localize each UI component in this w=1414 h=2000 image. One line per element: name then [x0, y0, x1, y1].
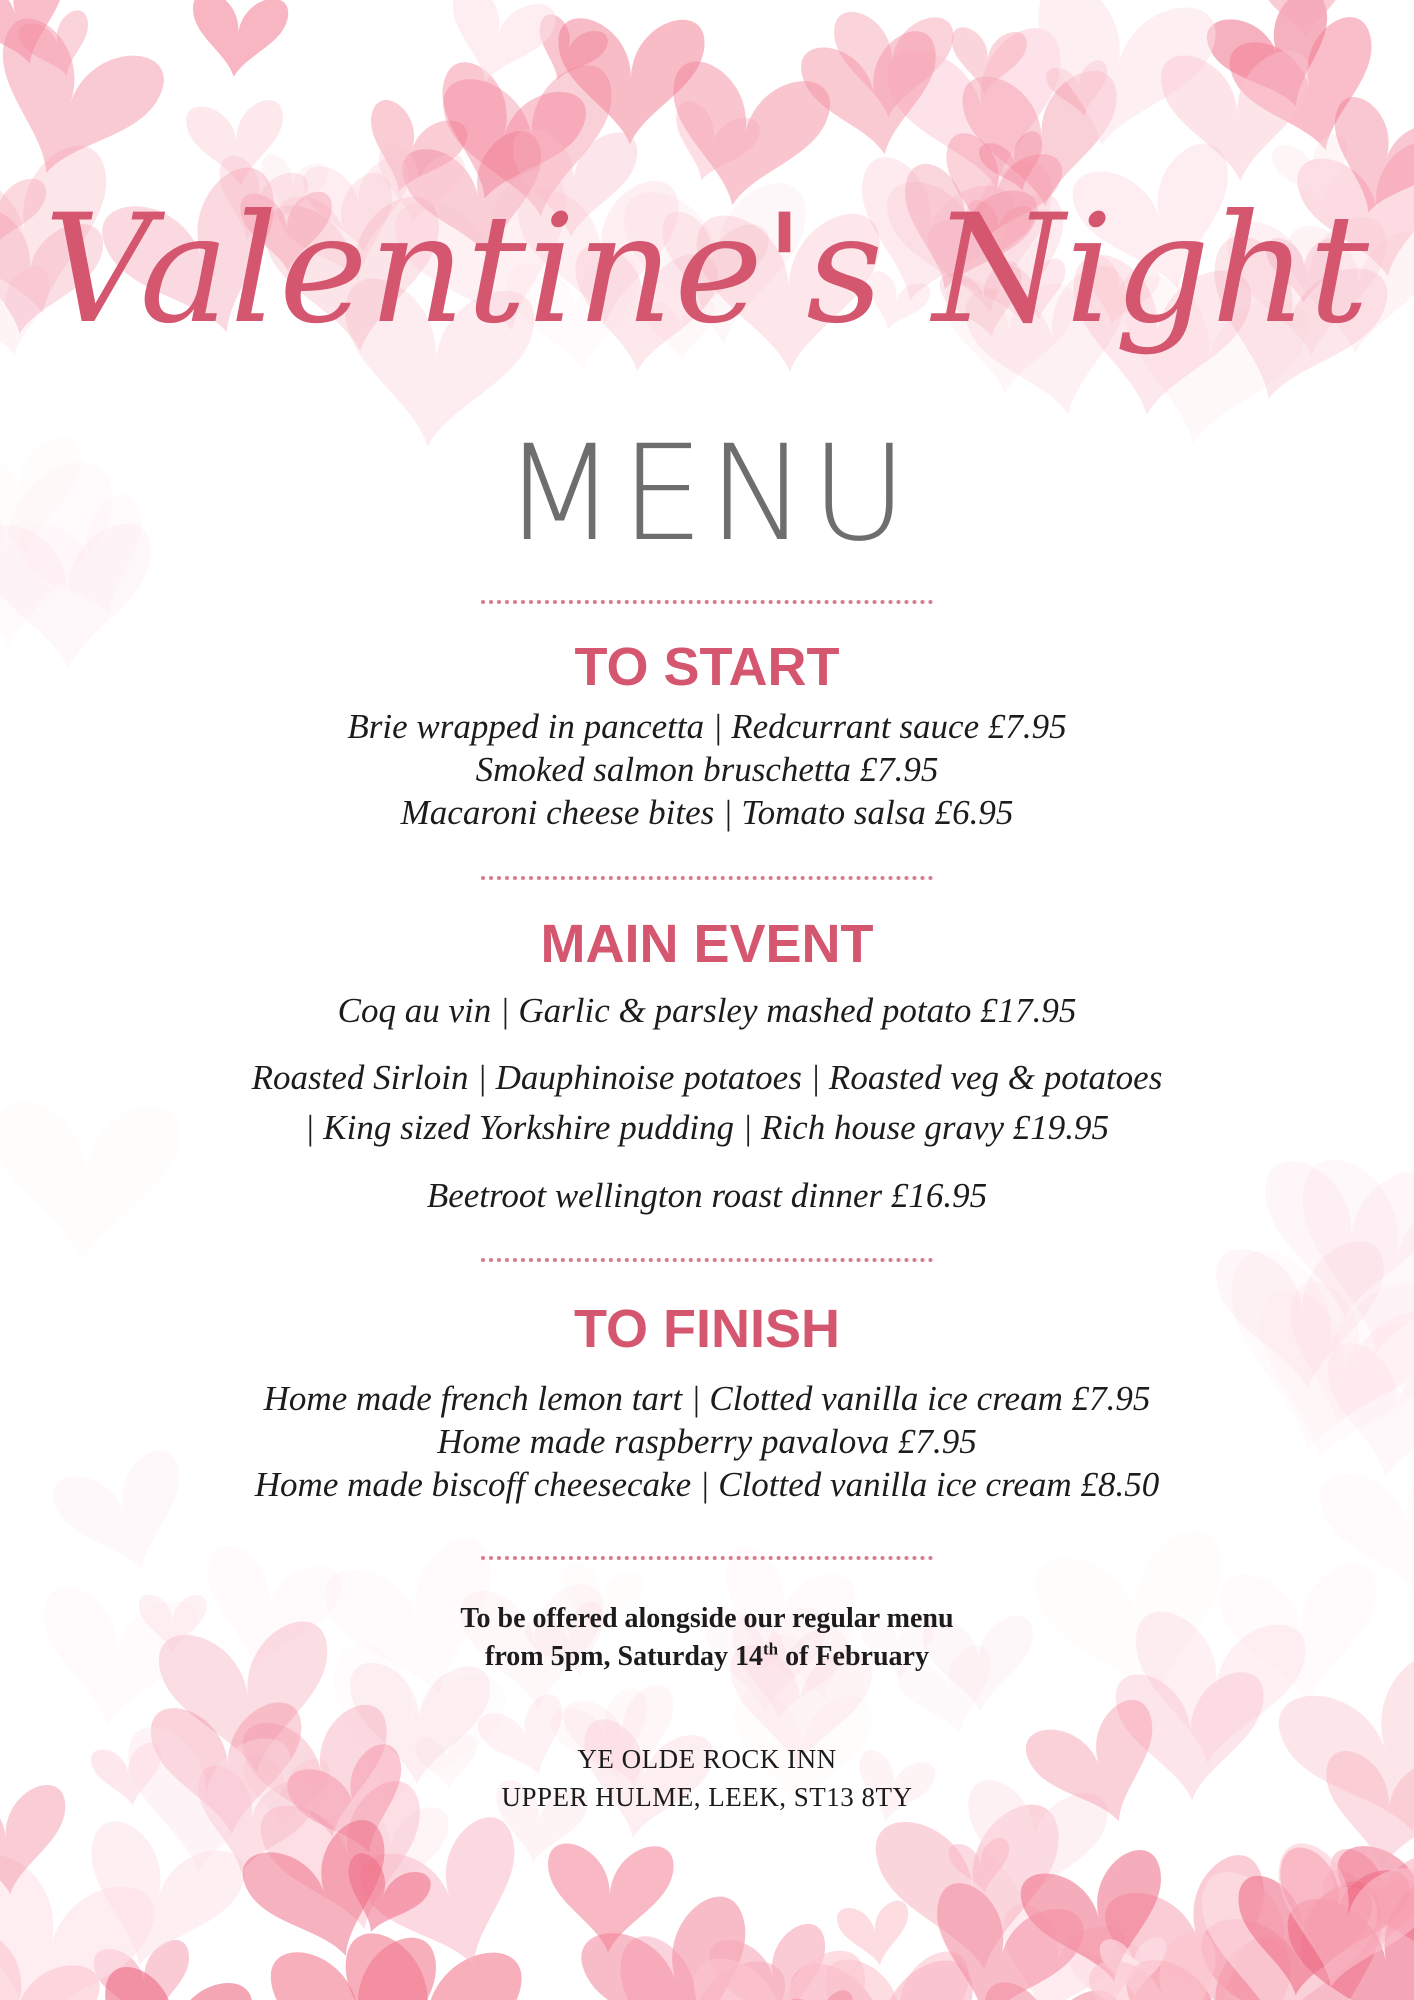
- title-script: Valentine's Night: [44, 183, 1370, 357]
- menu-item: Smoked salmon bruschetta £7.95: [475, 750, 939, 789]
- availability-note-line-1: To be offered alongside our regular menu: [460, 1603, 954, 1634]
- venue-name: YE OLDE ROCK INN: [577, 1744, 837, 1774]
- menu-item: Home made raspberry pavalova £7.95: [437, 1422, 977, 1461]
- menu-item: Roasted Sirloin | Dauphinoise potatoes | Roasted veg & potatoes: [251, 1058, 1163, 1097]
- availability-note-line-2: [0, 1638, 1414, 1676]
- divider: [481, 600, 933, 604]
- section-heading-to-start: TO START: [574, 637, 840, 697]
- divider: [481, 1556, 933, 1560]
- menu-item: Coq au vin | Garlic & parsley mashed potato £17.95: [337, 991, 1077, 1030]
- divider: [481, 876, 933, 880]
- section-heading-to-finish: TO FINISH: [573, 1299, 841, 1359]
- menu-item: Beetroot wellington roast dinner £16.95: [426, 1176, 988, 1215]
- note-date-suffix-sup: th: [762, 1639, 779, 1659]
- venue-address: UPPER HULME, LEEK, ST13 8TY: [501, 1782, 913, 1812]
- menu-item: Brie wrapped in pancetta | Redcurrant sauce £7.95: [347, 707, 1067, 746]
- menu-title: MENU: [502, 417, 912, 571]
- menu-item: Home made french lemon tart | Clotted vanilla ice cream £7.95: [263, 1379, 1151, 1418]
- note-date-prefix: from 5pm, Saturday 14: [485, 1641, 763, 1672]
- section-heading-main-event: MAIN EVENT: [540, 914, 874, 974]
- menu-item: Macaroni cheese bites | Tomato salsa £6.95: [400, 793, 1014, 832]
- menu-item: Home made biscoff cheesecake | Clotted vanilla ice cream £8.50: [254, 1465, 1160, 1504]
- divider: [481, 1258, 933, 1262]
- note-date-month: of February: [778, 1641, 929, 1672]
- menu-item: | King sized Yorkshire pudding | Rich house gravy £19.95: [304, 1108, 1110, 1147]
